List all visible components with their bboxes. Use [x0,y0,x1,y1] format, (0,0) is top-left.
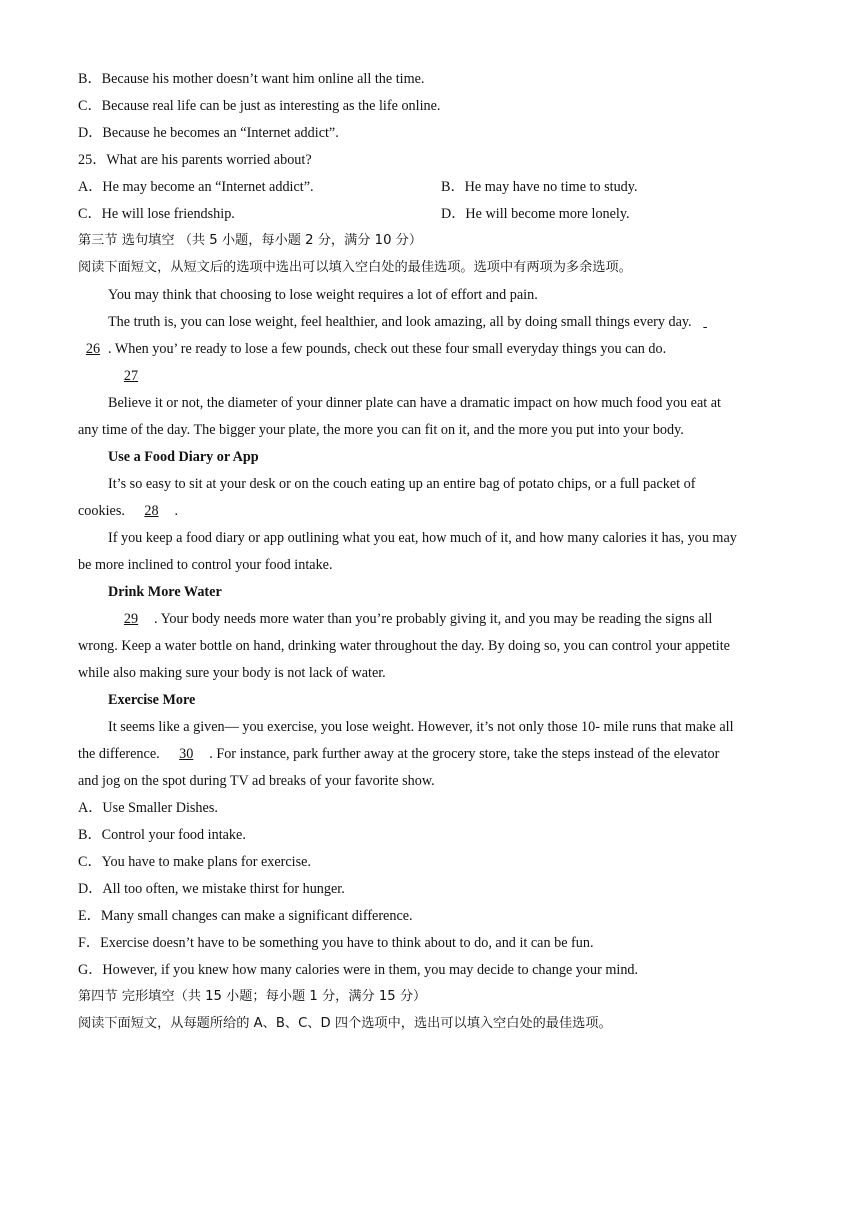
subheading-drink-water: Drink More Water [108,584,222,600]
option-f: F．Exercise doesn’t have to be something you have to think about to do, and it can be fun. [78,935,594,951]
blank-27: 27 [123,368,139,384]
passage-paragraph-3-line-2: any time of the day. The bigger your plate, the more you can fit on it, and the more you put into your body. [78,422,684,438]
passage-paragraph-4-line-1: It’s so easy to sit at your desk or on the couch eating up an entire bag of potato chips, or a full packet of [108,476,696,492]
option-g: G．However, if you knew how many calories were in them, you may decide to change your mind. [78,962,639,978]
passage-paragraph-4-line-2: cookies. 28 . [78,503,178,519]
subheading-exercise: Exercise More [108,692,196,708]
blank-28: 28 [144,503,159,519]
passage-paragraph-2-line-2: 26 . When you’ re ready to lose a few pounds, check out these four small everyday things you can do. [78,339,666,359]
q24-option-c: C．Because real life can be just as interesting as the life online. [78,98,441,114]
passage-paragraph-7-line-1: It seems like a given— you exercise, you lose weight. However, it’s not only those 10- mile runs that make all [108,719,734,735]
blank-30: 30 [179,746,194,762]
q24-option-b: B．Because his mother doesn’t want him online all the time. [78,71,425,87]
section3-header: 第三节 选句填空 （共 5 小题，每小题 2 分，满分 10 分） [78,233,423,248]
q25-option-c: C．He will lose friendship. [78,206,235,222]
blank-26-underline [695,312,715,332]
q25-options-row-1 [78,177,790,197]
passage-paragraph-5-line-2: be more inclined to control your food intake. [78,557,333,573]
passage-paragraph-7-line-3: and jog on the spot during TV ad breaks of your favorite show. [78,773,435,789]
passage-paragraph-6-line-2: wrong. Keep a water bottle on hand, drinking water throughout the day. By doing so, you can control your appetite [78,638,730,654]
section3-instruction: 阅读下面短文，从短文后的选项中选出可以填入空白处的最佳选项。选项中有两项为多余选项。 [78,260,632,275]
option-a: A．Use Smaller Dishes. [78,800,218,816]
passage-paragraph-2-line-1: The truth is, you can lose weight, feel healthier, and look amazing, all by doing small things every day. [108,312,715,332]
blank-27-line [108,366,154,386]
q25-stem: 25．What are his parents worried about? [78,152,312,168]
q25-option-b: B．He may have no time to study. [441,179,638,195]
option-d: D．All too often, we mistake thirst for hunger. [78,881,345,897]
option-c: C．You have to make plans for exercise. [78,854,311,870]
passage-paragraph-6-line-1: 29 . Your body needs more water than you’re probably giving it, and you may be reading the signs all [108,609,712,629]
passage-paragraph-3-line-1: Believe it or not, the diameter of your dinner plate can have a dramatic impact on how much food you eat at [108,395,721,411]
blank-29: 29 [123,611,139,627]
passage-paragraph-1: You may think that choosing to lose weight requires a lot of effort and pain. [108,287,538,303]
blank-26: 26 [85,341,101,357]
option-e: E．Many small changes can make a significant difference. [78,908,413,924]
passage-paragraph-7-line-2: the difference. 30 . For instance, park further away at the grocery store, take the steps instead of the elevator [78,746,720,762]
passage-paragraph-6-line-3: while also making sure your body is not lack of water. [78,665,386,681]
subheading-food-diary: Use a Food Diary or App [108,449,259,465]
option-b: B．Control your food intake. [78,827,246,843]
section4-instruction: 阅读下面短文，从每题所给的 A、B、C、D 四个选项中，选出可以填入空白处的最佳选项。 [78,1016,612,1031]
q25-option-d: D．He will become more lonely. [441,206,630,222]
q25-options-row-2 [78,204,790,224]
passage-paragraph-5-line-1: If you keep a food diary or app outlining what you eat, how much of it, and how many calories it has, you may [108,530,737,546]
q25-option-a: A．He may become an “Internet addict”. [78,179,314,195]
q24-option-d: D．Because he becomes an “Internet addict”. [78,125,339,141]
section4-header: 第四节 完形填空（共 15 小题；每小题 1 分，满分 15 分） [78,989,427,1004]
